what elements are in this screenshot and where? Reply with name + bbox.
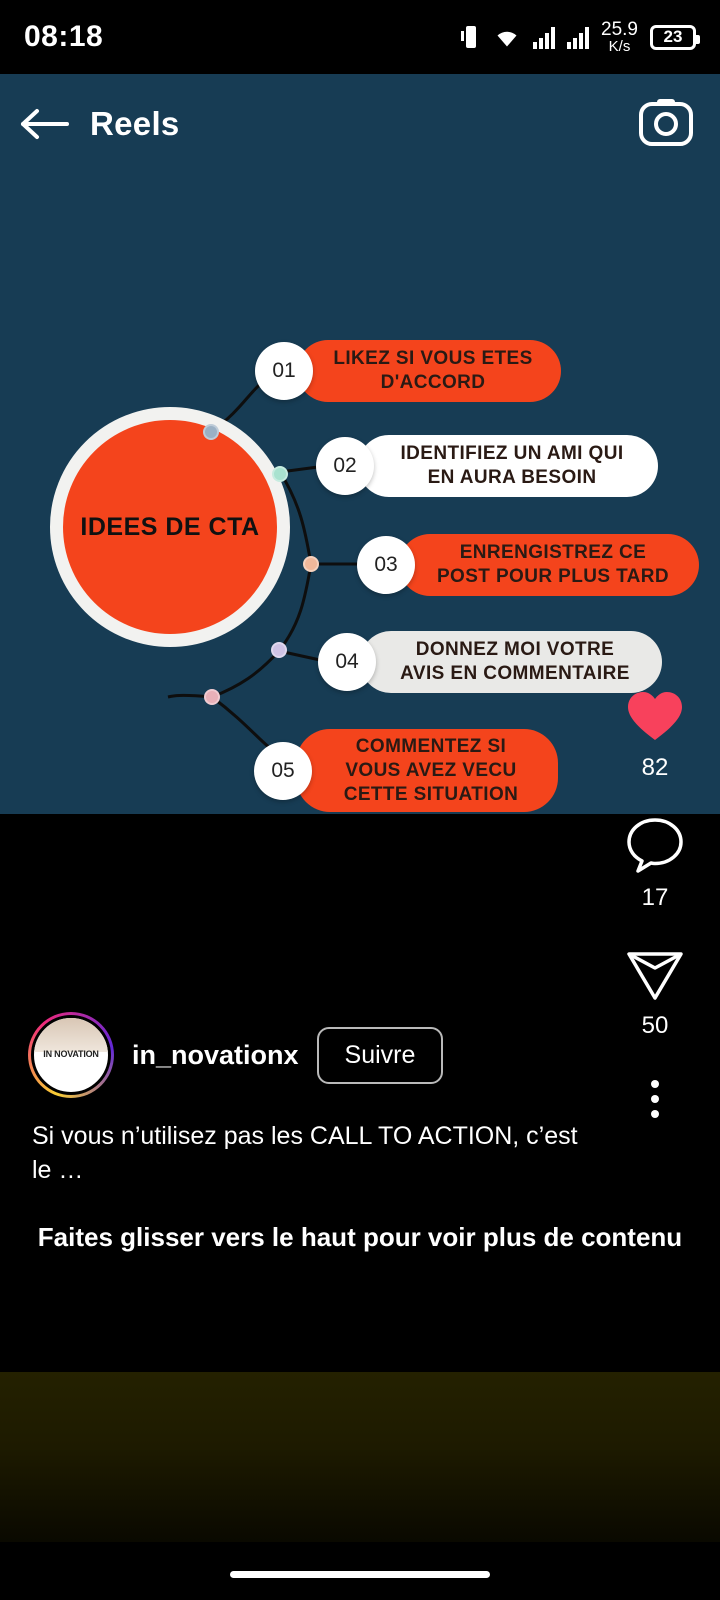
mindmap-node-number: 03	[357, 536, 415, 594]
back-arrow-icon	[19, 107, 71, 141]
reels-header	[0, 74, 720, 174]
signal-bars-icon	[533, 25, 555, 49]
next-reel-preview[interactable]	[0, 1372, 720, 1542]
comment-action[interactable]	[626, 816, 684, 912]
mindmap-node-number: 04	[318, 633, 376, 691]
like-count: 82	[641, 754, 669, 781]
action-rail	[590, 690, 720, 1152]
status-bar	[0, 0, 720, 74]
mindmap-dot-1	[203, 424, 219, 440]
share-count: 50	[641, 1012, 669, 1039]
more-options-icon	[651, 1080, 659, 1118]
mindmap-node-number: 05	[254, 742, 312, 800]
vibrate-icon	[461, 24, 481, 50]
swipe-up-hint: Faites glisser vers le haut pour voir plus de contenu	[37, 1222, 683, 1252]
mindmap-node-02	[316, 435, 658, 497]
page-title: Reels	[90, 105, 180, 142]
network-speed-unit: K/s	[608, 38, 631, 55]
mindmap-node-04	[318, 631, 662, 693]
heart-icon	[626, 690, 684, 744]
mindmap-node-label: IDENTIFIEZ UN AMI QUI EN AURA BESOIN	[358, 435, 658, 497]
camera-button[interactable]	[638, 96, 694, 148]
mindmap-node-05	[254, 729, 558, 812]
share-action[interactable]	[626, 946, 684, 1040]
camera-icon	[638, 135, 694, 152]
mindmap-node-label: DONNEZ MOI VOTRE AVIS EN COMMENTAIRE	[360, 631, 662, 693]
home-indicator[interactable]	[230, 1571, 490, 1578]
back-button[interactable]	[0, 74, 90, 174]
mindmap-dot-3	[303, 556, 319, 572]
mindmap-node-03	[357, 534, 699, 596]
mindmap-dot-5	[204, 689, 220, 705]
mindmap-node-label: COMMENTEZ SI VOUS AVEZ VECU CETTE SITUATION	[296, 729, 558, 812]
wifi-icon	[493, 26, 521, 48]
mindmap-node-number: 02	[316, 437, 374, 495]
mindmap-node-number: 01	[255, 342, 313, 400]
comment-bubble-icon	[626, 816, 684, 874]
like-action[interactable]	[626, 690, 684, 782]
avatar-label: IN NOVATION	[43, 1049, 99, 1060]
mindmap-node-label: ENRENGISTREZ CE POST POUR PLUS TARD	[399, 534, 699, 596]
mindmap-node-01	[255, 340, 561, 402]
send-paper-plane-icon	[626, 946, 684, 1002]
network-speed	[601, 20, 638, 54]
status-icons	[461, 20, 696, 54]
mindmap-node-label: LIKEZ SI VOUS ETES D'ACCORD	[297, 340, 561, 402]
mindmap-center-node	[50, 407, 290, 647]
author-username[interactable]: in_novationx	[132, 1039, 299, 1070]
more-action[interactable]	[651, 1074, 659, 1118]
avatar[interactable]	[28, 1012, 114, 1098]
post-author-row	[28, 1012, 443, 1098]
mindmap-dot-2	[272, 466, 288, 482]
post-caption[interactable]: Si vous n’utilisez pas les CALL TO ACTION, c’est le …	[32, 1122, 578, 1184]
mindmap-dot-4	[271, 642, 287, 658]
comment-count: 17	[641, 884, 669, 911]
follow-button[interactable]: Suivre	[317, 1027, 444, 1084]
network-speed-value: 25.9	[601, 19, 638, 40]
signal-bars-2-icon	[567, 25, 589, 49]
mindmap-center-label: IDEES DE CTA	[80, 512, 260, 541]
battery-level: 23	[663, 27, 683, 46]
status-time: 08:18	[24, 20, 104, 53]
battery-icon	[650, 25, 696, 50]
